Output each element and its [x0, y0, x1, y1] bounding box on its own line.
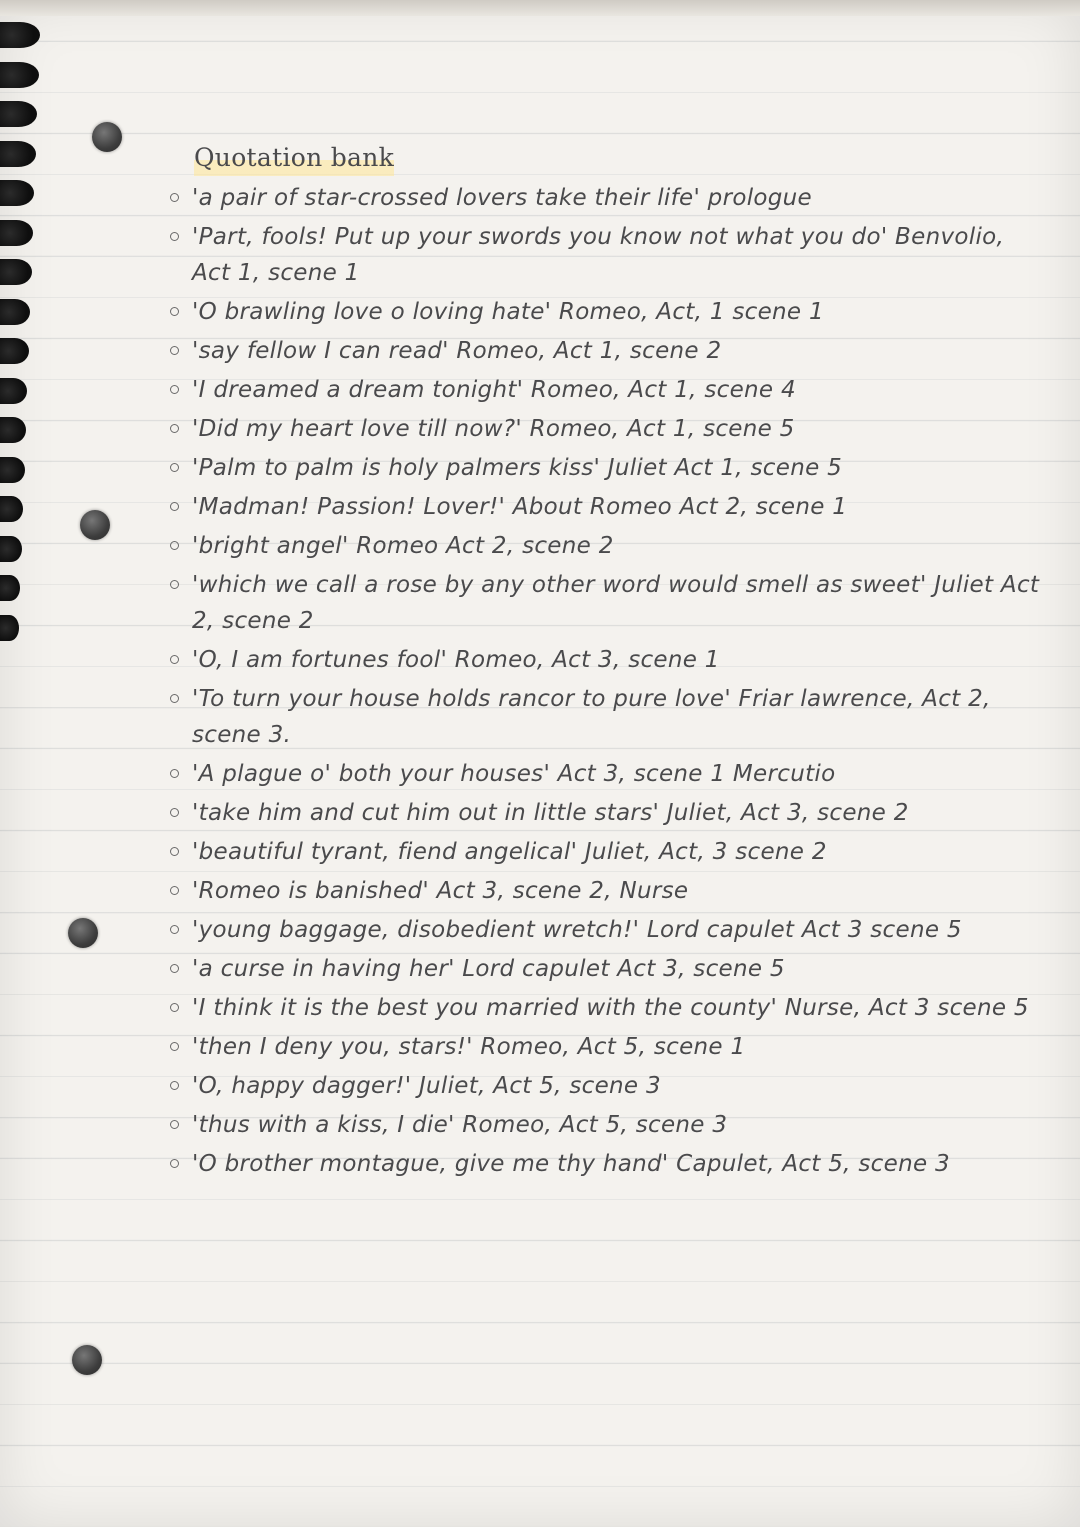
quotation-list	[168, 180, 1048, 1182]
quote-text: 'which we call a rose by any other word would smell as sweet' Juliet Act 2, scene 2	[192, 572, 1040, 634]
quote-text: 'beautiful tyrant, fiend angelical' Juliet, Act, 3 scene 2	[192, 839, 827, 865]
quote-text: 'O brawling love o loving hate' Romeo, Act, 1 scene 1	[192, 299, 824, 325]
list-item	[168, 1068, 1048, 1104]
list-item	[168, 1029, 1048, 1065]
quote-text: 'I dreamed a dream tonight' Romeo, Act 1, scene 4	[192, 377, 796, 403]
spiral-coil	[0, 575, 20, 601]
spiral-coil	[0, 62, 39, 88]
list-item	[168, 372, 1048, 408]
quote-text: 'O, happy dagger!' Juliet, Act 5, scene 3	[192, 1073, 661, 1099]
quote-text: 'A plague o' both your houses' Act 3, scene 1 Mercutio	[192, 761, 836, 787]
quote-text: 'Palm to palm is holy palmers kiss' Juliet Act 1, scene 5	[192, 455, 843, 481]
list-item	[168, 681, 1048, 753]
spiral-coil	[0, 457, 25, 483]
list-item	[168, 333, 1048, 369]
list-item	[168, 411, 1048, 447]
page-title: Quotation bank	[194, 140, 394, 176]
list-item	[168, 489, 1048, 525]
quote-text: 'thus with a kiss, I die' Romeo, Act 5, scene 3	[192, 1112, 728, 1138]
quote-text: 'Romeo is banished' Act 3, scene 2, Nurse	[192, 878, 689, 904]
list-item	[168, 912, 1048, 948]
list-item	[168, 756, 1048, 792]
quote-text: 'young baggage, disobedient wretch!' Lord capulet Act 3 scene 5	[192, 917, 962, 943]
list-item	[168, 528, 1048, 564]
quote-text: 'O, I am fortunes fool' Romeo, Act 3, scene 1	[192, 647, 720, 673]
spiral-coil	[0, 220, 33, 246]
quote-text: 'I think it is the best you married with the county' Nurse, Act 3 scene 5	[192, 995, 1029, 1021]
spiral-coil	[0, 417, 26, 443]
punch-hole	[72, 1345, 102, 1375]
list-item	[168, 219, 1048, 291]
list-item	[168, 795, 1048, 831]
list-item	[168, 180, 1048, 216]
spiral-coil	[0, 299, 30, 325]
spiral-coil	[0, 101, 37, 127]
quote-text: 'a pair of star-crossed lovers take their life' prologue	[192, 185, 812, 211]
quote-text: 'Part, fools! Put up your swords you know not what you do' Benvolio, Act 1, scene 1	[192, 224, 1005, 286]
spiral-coil	[0, 259, 32, 285]
spiral-coil	[0, 536, 22, 562]
spiral-coil	[0, 141, 36, 167]
punch-hole	[68, 918, 98, 948]
list-item	[168, 450, 1048, 486]
spiral-coil	[0, 338, 29, 364]
quote-text: 'O brother montague, give me thy hand' Capulet, Act 5, scene 3	[192, 1151, 950, 1177]
spiral-coil	[0, 22, 40, 48]
spiral-coil	[0, 615, 19, 641]
quote-text: 'then I deny you, stars!' Romeo, Act 5, scene 1	[192, 1034, 746, 1060]
quote-text: 'take him and cut him out in little stars' Juliet, Act 3, scene 2	[192, 800, 909, 826]
spiral-binding	[0, 0, 50, 900]
quote-text: 'a curse in having her' Lord capulet Act 3, scene 5	[192, 956, 785, 982]
notes-content	[168, 140, 1048, 1185]
list-item	[168, 990, 1048, 1026]
list-item	[168, 294, 1048, 330]
list-item	[168, 1146, 1048, 1182]
quote-text: 'bright angel' Romeo Act 2, scene 2	[192, 533, 614, 559]
spiral-coil	[0, 180, 34, 206]
list-item	[168, 567, 1048, 639]
list-item	[168, 834, 1048, 870]
quote-text: 'Did my heart love till now?' Romeo, Act 1, scene 5	[192, 416, 795, 442]
list-item	[168, 642, 1048, 678]
list-item	[168, 873, 1048, 909]
quote-text: 'To turn your house holds rancor to pure love' Friar lawrence, Act 2, scene 3.	[192, 686, 991, 748]
spiral-coil	[0, 496, 23, 522]
punch-hole	[92, 122, 122, 152]
spiral-coil	[0, 378, 27, 404]
page-top-edge	[0, 0, 1080, 16]
list-item	[168, 1107, 1048, 1143]
punch-hole	[80, 510, 110, 540]
quote-text: 'Madman! Passion! Lover!' About Romeo Act 2, scene 1	[192, 494, 848, 520]
quote-text: 'say fellow I can read' Romeo, Act 1, scene 2	[192, 338, 722, 364]
list-item	[168, 951, 1048, 987]
